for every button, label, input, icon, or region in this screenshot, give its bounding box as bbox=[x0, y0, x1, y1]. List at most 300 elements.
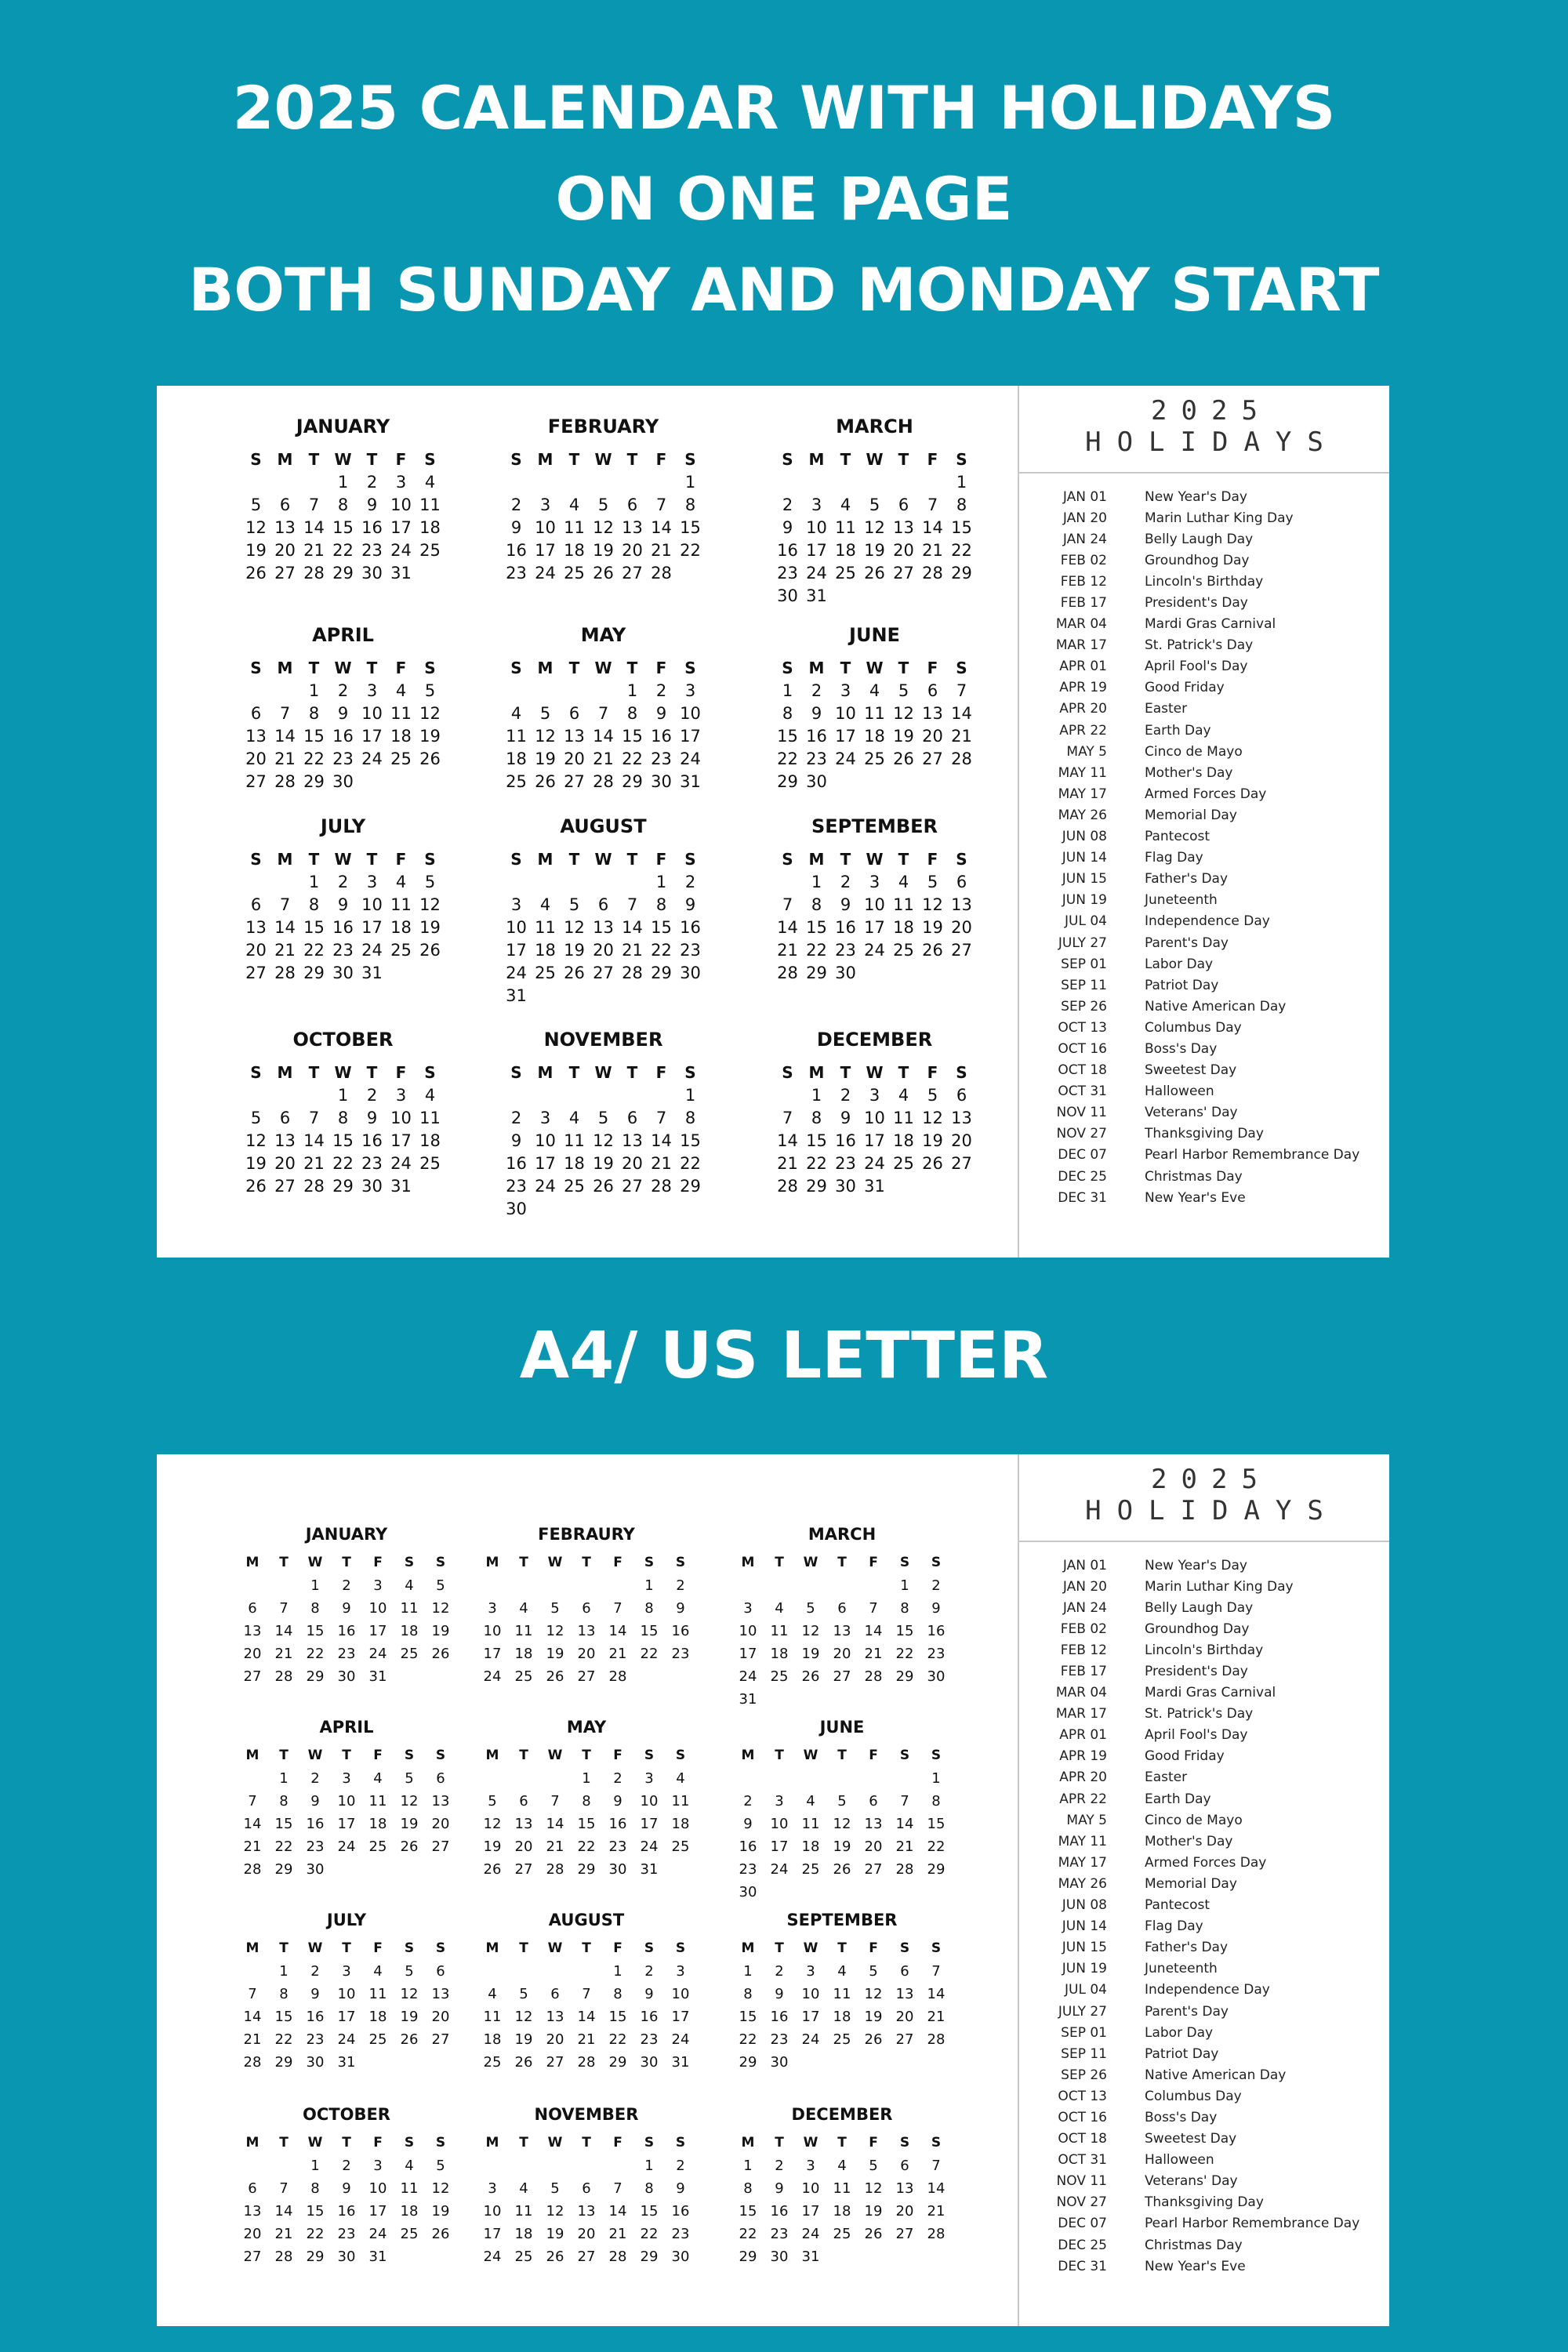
day-cell: 19 bbox=[593, 1154, 614, 1173]
holiday-name: Boss's Day bbox=[1145, 1040, 1218, 1057]
month-march bbox=[773, 416, 976, 608]
holiday-name: Independence Day bbox=[1145, 1982, 1270, 1998]
month-title: JULY bbox=[326, 1911, 367, 1929]
day-cell: 31 bbox=[390, 564, 412, 583]
day-cell: 18 bbox=[864, 727, 885, 746]
day-cell: 26 bbox=[483, 1861, 502, 1878]
day-cell: 5 bbox=[837, 1793, 847, 1809]
day-cell: 21 bbox=[274, 1646, 293, 1662]
empty-cell bbox=[268, 2154, 299, 2177]
holiday-name: Flag Day bbox=[1145, 1918, 1203, 1935]
day-cell: 18 bbox=[400, 2203, 419, 2220]
weekday-header: T bbox=[898, 850, 909, 869]
day-cell: 11 bbox=[368, 1986, 387, 2002]
day-cell: 3 bbox=[373, 2158, 383, 2174]
empty-cell bbox=[531, 471, 560, 494]
holiday-row bbox=[1019, 1809, 1389, 1831]
empty-cell bbox=[831, 471, 860, 494]
day-cell: 4 bbox=[395, 873, 407, 891]
day-cell: 22 bbox=[651, 941, 672, 960]
day-cell: 29 bbox=[622, 772, 643, 791]
weekday-header: T bbox=[568, 1063, 580, 1082]
empty-cell bbox=[826, 1767, 858, 1790]
weekday-header: M bbox=[277, 850, 293, 869]
holidays-list bbox=[1019, 1555, 1389, 2277]
day-cell: 7 bbox=[655, 1109, 667, 1127]
empty-cell bbox=[502, 471, 531, 494]
day-cell: 29 bbox=[306, 1668, 325, 1685]
month-may bbox=[477, 1718, 696, 1881]
holiday-date: OCT 16 bbox=[1058, 2109, 1107, 2125]
day-cell: 15 bbox=[651, 918, 672, 937]
day-cell: 26 bbox=[864, 2031, 883, 2048]
day-cell: 15 bbox=[332, 518, 354, 537]
day-cell: 20 bbox=[564, 750, 585, 768]
holiday-date: OCT 18 bbox=[1058, 2131, 1107, 2147]
day-cell: 27 bbox=[622, 1177, 643, 1196]
day-cell: 23 bbox=[506, 564, 527, 583]
weekday-header: W bbox=[547, 1555, 563, 1570]
weekday-header: S bbox=[404, 2135, 415, 2151]
day-cell: 20 bbox=[864, 1838, 883, 1855]
day-cell: 9 bbox=[366, 495, 378, 514]
day-cell: 16 bbox=[337, 2203, 356, 2220]
month-grid bbox=[502, 848, 705, 1007]
day-cell: 20 bbox=[431, 1816, 450, 1832]
holiday-date: NOV 27 bbox=[1056, 2194, 1107, 2211]
day-cell: 26 bbox=[245, 564, 267, 583]
holiday-name: Columbus Day bbox=[1145, 2088, 1242, 2104]
day-cell: 24 bbox=[337, 2031, 356, 2048]
month-title: FEBRUARY bbox=[547, 416, 659, 437]
month-title: OCTOBER bbox=[292, 1029, 394, 1051]
day-cell: 2 bbox=[310, 1770, 320, 1787]
holiday-name: Mardi Gras Carnival bbox=[1145, 616, 1276, 633]
day-cell: 7 bbox=[956, 681, 967, 700]
day-cell: 24 bbox=[535, 1177, 556, 1196]
day-cell: 27 bbox=[922, 750, 943, 768]
day-cell: 25 bbox=[368, 1838, 387, 1855]
month-grid bbox=[477, 1552, 696, 1688]
day-cell: 2 bbox=[337, 681, 349, 700]
day-cell: 16 bbox=[777, 541, 798, 560]
holiday-row bbox=[1019, 804, 1389, 826]
day-cell: 22 bbox=[640, 1646, 659, 1662]
day-cell: 24 bbox=[806, 564, 827, 583]
day-cell: 5 bbox=[597, 495, 609, 514]
day-cell: 22 bbox=[640, 2226, 659, 2242]
month-title: MARCH bbox=[808, 1525, 877, 1544]
day-cell: 20 bbox=[577, 1646, 596, 1662]
day-cell: 14 bbox=[608, 1623, 627, 1639]
holiday-date: MAY 5 bbox=[1066, 743, 1107, 760]
day-cell: 3 bbox=[539, 495, 551, 514]
day-cell: 13 bbox=[431, 1986, 450, 2002]
weekday-header: M bbox=[277, 659, 293, 677]
empty-cell bbox=[539, 1767, 571, 1790]
empty-cell bbox=[571, 2154, 602, 2177]
holiday-row bbox=[1019, 1704, 1389, 1725]
weekday-header: F bbox=[655, 450, 667, 469]
day-cell: 29 bbox=[306, 2249, 325, 2265]
day-cell: 19 bbox=[400, 2009, 419, 2025]
day-cell: 4 bbox=[676, 1770, 685, 1787]
day-cell: 4 bbox=[568, 495, 580, 514]
holiday-date: DEC 31 bbox=[1058, 2258, 1107, 2274]
day-cell: 5 bbox=[898, 681, 909, 700]
weekday-header: T bbox=[308, 850, 320, 869]
holiday-row bbox=[1019, 1166, 1389, 1187]
day-cell: 12 bbox=[593, 1131, 614, 1150]
day-cell: 8 bbox=[684, 1109, 696, 1127]
day-cell: 21 bbox=[777, 941, 798, 960]
holiday-row bbox=[1019, 932, 1389, 953]
weekday-header: S bbox=[931, 1940, 942, 1956]
weekday-header: S bbox=[435, 1748, 446, 1763]
holiday-date: JAN 01 bbox=[1062, 1557, 1107, 1573]
day-cell: 10 bbox=[390, 1109, 412, 1127]
day-cell: 28 bbox=[243, 2054, 262, 2071]
day-cell: 24 bbox=[390, 541, 412, 560]
day-cell: 9 bbox=[676, 1600, 685, 1617]
day-cell: 10 bbox=[483, 2203, 502, 2220]
day-cell: 28 bbox=[922, 564, 943, 583]
holiday-date: FEB 02 bbox=[1060, 552, 1107, 568]
day-cell: 23 bbox=[671, 1646, 690, 1662]
day-cell: 11 bbox=[514, 1623, 533, 1639]
weekday-header: M bbox=[741, 1555, 755, 1570]
day-cell: 12 bbox=[833, 1816, 851, 1832]
weekday-header: F bbox=[373, 1940, 383, 1956]
holiday-name: Mardi Gras Carnival bbox=[1145, 1685, 1276, 1701]
holiday-name: Halloween bbox=[1145, 1083, 1214, 1100]
day-cell: 21 bbox=[651, 1154, 672, 1173]
weekday-header: S bbox=[424, 850, 436, 869]
weekday-header: T bbox=[837, 1555, 847, 1570]
day-cell: 9 bbox=[684, 895, 696, 914]
weekday-header: S bbox=[675, 1748, 686, 1763]
day-cell: 21 bbox=[274, 941, 296, 960]
weekday-header: T bbox=[342, 1748, 351, 1763]
day-cell: 13 bbox=[274, 1131, 296, 1150]
day-cell: 24 bbox=[864, 1154, 885, 1173]
month-january bbox=[237, 1525, 456, 1688]
day-cell: 8 bbox=[644, 2180, 654, 2197]
day-cell: 15 bbox=[951, 518, 972, 537]
weekday-header: W bbox=[334, 450, 352, 469]
day-cell: 6 bbox=[956, 873, 967, 891]
empty-cell bbox=[618, 871, 647, 894]
day-cell: 23 bbox=[651, 750, 672, 768]
month-grid bbox=[241, 848, 445, 985]
day-cell: 2 bbox=[342, 1577, 351, 1594]
month-title: JANUARY bbox=[305, 1525, 388, 1544]
day-cell: 28 bbox=[577, 2054, 596, 2071]
day-cell: 3 bbox=[366, 873, 378, 891]
month-november bbox=[477, 2105, 696, 2268]
day-cell: 29 bbox=[332, 564, 354, 583]
day-cell: 11 bbox=[419, 495, 441, 514]
empty-cell bbox=[795, 1574, 826, 1597]
day-cell: 23 bbox=[835, 941, 856, 960]
day-cell: 30 bbox=[306, 1861, 325, 1878]
day-cell: 13 bbox=[864, 1816, 883, 1832]
day-cell: 17 bbox=[506, 941, 527, 960]
holiday-row bbox=[1019, 592, 1389, 613]
weekday-header: T bbox=[582, 1940, 591, 1956]
day-cell: 5 bbox=[436, 1577, 445, 1594]
weekday-header: S bbox=[782, 450, 793, 469]
day-cell: 20 bbox=[922, 727, 943, 746]
day-cell: 8 bbox=[782, 704, 793, 723]
holiday-row bbox=[1019, 911, 1389, 932]
weekday-header: M bbox=[537, 659, 554, 677]
holiday-row bbox=[1019, 1639, 1389, 1661]
day-cell: 29 bbox=[274, 2054, 293, 2071]
day-cell: 19 bbox=[593, 541, 614, 560]
day-cell: 17 bbox=[390, 1131, 412, 1150]
month-grid bbox=[477, 2132, 696, 2268]
weekday-header: S bbox=[956, 450, 967, 469]
empty-cell bbox=[241, 871, 270, 894]
weekday-header: S bbox=[250, 850, 262, 869]
weekday-header: S bbox=[675, 1940, 686, 1956]
day-cell: 1 bbox=[644, 2158, 654, 2174]
day-cell: 4 bbox=[869, 681, 880, 700]
holiday-name: Lincoln's Birthday bbox=[1145, 1642, 1264, 1658]
day-cell: 7 bbox=[869, 1600, 878, 1617]
month-title: JUNE bbox=[819, 1718, 865, 1737]
day-cell: 10 bbox=[864, 1109, 885, 1127]
day-cell: 25 bbox=[893, 1154, 914, 1173]
weekday-header: W bbox=[866, 1063, 884, 1082]
day-cell: 5 bbox=[539, 704, 551, 723]
day-cell: 22 bbox=[306, 1646, 325, 1662]
day-cell: 6 bbox=[837, 1600, 847, 1617]
day-cell: 21 bbox=[922, 541, 943, 560]
day-cell: 27 bbox=[833, 1668, 851, 1685]
holiday-date: MAY 17 bbox=[1058, 786, 1107, 802]
day-cell: 1 bbox=[337, 473, 349, 492]
day-cell: 3 bbox=[806, 2158, 815, 2174]
day-cell: 6 bbox=[582, 1600, 591, 1617]
day-cell: 9 bbox=[510, 1131, 522, 1150]
day-cell: 30 bbox=[332, 772, 354, 791]
day-cell: 8 bbox=[310, 1600, 320, 1617]
day-cell: 2 bbox=[510, 495, 522, 514]
day-cell: 4 bbox=[539, 895, 551, 914]
day-cell: 16 bbox=[361, 518, 383, 537]
day-cell: 10 bbox=[483, 1623, 502, 1639]
day-cell: 24 bbox=[368, 2226, 387, 2242]
month-august bbox=[477, 1911, 696, 2074]
weekday-header: W bbox=[307, 1940, 323, 1956]
day-cell: 7 bbox=[308, 1109, 320, 1127]
month-title: JANUARY bbox=[296, 416, 390, 437]
holiday-date: SEP 01 bbox=[1061, 2024, 1107, 2041]
month-may bbox=[502, 624, 705, 793]
empty-cell bbox=[571, 1960, 602, 1983]
weekday-header: T bbox=[519, 1748, 528, 1763]
day-cell: 22 bbox=[680, 541, 701, 560]
day-cell: 13 bbox=[593, 918, 614, 937]
holiday-date: DEC 31 bbox=[1058, 1189, 1107, 1206]
day-cell: 15 bbox=[739, 2009, 757, 2025]
day-cell: 11 bbox=[671, 1793, 690, 1809]
day-cell: 31 bbox=[806, 586, 827, 605]
day-cell: 14 bbox=[274, 918, 296, 937]
month-title: JULY bbox=[320, 815, 366, 837]
weekday-header: S bbox=[899, 2135, 910, 2151]
day-cell: 29 bbox=[332, 1177, 354, 1196]
day-cell: 11 bbox=[893, 1109, 914, 1127]
day-cell: 26 bbox=[864, 564, 885, 583]
holiday-row bbox=[1019, 677, 1389, 699]
day-cell: 12 bbox=[431, 1600, 450, 1617]
weekday-header: S bbox=[435, 1555, 446, 1570]
format-subtitle: A4/ US LETTER bbox=[519, 1319, 1049, 1393]
day-cell: 20 bbox=[577, 2226, 596, 2242]
day-cell: 10 bbox=[770, 1816, 789, 1832]
day-cell: 9 bbox=[676, 2180, 685, 2197]
month-october bbox=[241, 1029, 445, 1198]
day-cell: 27 bbox=[893, 564, 914, 583]
day-cell: 10 bbox=[506, 918, 527, 937]
holiday-name: Groundhog Day bbox=[1145, 1621, 1250, 1637]
weekday-header: F bbox=[927, 450, 938, 469]
weekday-header: F bbox=[869, 1940, 878, 1956]
day-cell: 25 bbox=[400, 1646, 419, 1662]
holiday-name: Christmas Day bbox=[1145, 1168, 1243, 1185]
day-cell: 17 bbox=[801, 2009, 820, 2025]
holiday-name: Good Friday bbox=[1145, 1748, 1225, 1765]
weekday-header: S bbox=[510, 659, 522, 677]
day-cell: 26 bbox=[419, 750, 441, 768]
holiday-date: MAY 5 bbox=[1066, 1812, 1107, 1828]
day-cell: 14 bbox=[951, 704, 972, 723]
day-cell: 7 bbox=[597, 704, 609, 723]
day-cell: 2 bbox=[310, 1963, 320, 1980]
day-cell: 9 bbox=[510, 518, 522, 537]
month-grid bbox=[237, 1744, 456, 1881]
day-cell: 10 bbox=[361, 704, 383, 723]
weekday-header: W bbox=[307, 2135, 323, 2151]
day-cell: 14 bbox=[927, 2180, 946, 2197]
weekday-header: S bbox=[250, 450, 262, 469]
holiday-name: Parent's Day bbox=[1145, 2003, 1229, 2020]
day-cell: 14 bbox=[922, 518, 943, 537]
day-cell: 10 bbox=[835, 704, 856, 723]
day-cell: 29 bbox=[806, 1177, 827, 1196]
day-cell: 13 bbox=[622, 518, 643, 537]
holiday-row bbox=[1019, 1123, 1389, 1145]
day-cell: 15 bbox=[608, 2009, 627, 2025]
day-cell: 11 bbox=[864, 704, 885, 723]
weekday-header: T bbox=[519, 2135, 528, 2151]
day-cell: 12 bbox=[864, 518, 885, 537]
empty-cell bbox=[773, 1084, 802, 1107]
day-cell: 27 bbox=[622, 564, 643, 583]
month-june bbox=[773, 624, 976, 793]
weekday-header: S bbox=[424, 450, 436, 469]
holiday-date: JUN 14 bbox=[1062, 1918, 1107, 1935]
day-cell: 28 bbox=[303, 1177, 325, 1196]
weekday-header: W bbox=[866, 659, 884, 677]
day-cell: 18 bbox=[564, 541, 585, 560]
empty-cell bbox=[732, 1574, 764, 1597]
weekday-header: M bbox=[485, 1940, 499, 1956]
day-cell: 21 bbox=[593, 750, 614, 768]
weekday-header: F bbox=[613, 1555, 622, 1570]
holiday-row bbox=[1019, 848, 1389, 869]
weekday-header: W bbox=[547, 2135, 563, 2151]
sunday-start-calendar-panel bbox=[157, 386, 1389, 1258]
day-cell: 23 bbox=[770, 2031, 789, 2048]
day-cell: 18 bbox=[833, 2203, 851, 2220]
day-cell: 10 bbox=[337, 1986, 356, 2002]
holiday-name: Boss's Day bbox=[1145, 2109, 1218, 2125]
holiday-date: MAY 26 bbox=[1058, 1875, 1107, 1892]
holiday-name: Pearl Harbor Remembrance Day bbox=[1145, 2216, 1360, 2232]
day-cell: 16 bbox=[770, 2009, 789, 2025]
holiday-row bbox=[1019, 2150, 1389, 2171]
day-cell: 8 bbox=[626, 704, 638, 723]
weekday-header: S bbox=[931, 2135, 942, 2151]
day-cell: 3 bbox=[395, 1086, 407, 1105]
day-cell: 18 bbox=[833, 2009, 851, 2025]
day-cell: 7 bbox=[655, 495, 667, 514]
day-cell: 3 bbox=[684, 681, 696, 700]
day-cell: 19 bbox=[833, 1838, 851, 1855]
holidays-year: 2025 bbox=[1151, 395, 1272, 426]
day-cell: 4 bbox=[424, 473, 436, 492]
day-cell: 17 bbox=[361, 727, 383, 746]
day-cell: 24 bbox=[864, 941, 885, 960]
day-cell: 1 bbox=[782, 681, 793, 700]
day-cell: 2 bbox=[676, 1577, 685, 1594]
day-cell: 11 bbox=[893, 895, 914, 914]
weekday-header: S bbox=[956, 1063, 967, 1082]
day-cell: 9 bbox=[655, 704, 667, 723]
day-cell: 30 bbox=[332, 964, 354, 982]
holiday-name: New Year's Eve bbox=[1145, 1189, 1246, 1206]
weekday-header: T bbox=[279, 1748, 289, 1763]
day-cell: 26 bbox=[546, 1668, 564, 1685]
empty-cell bbox=[508, 1960, 539, 1983]
month-december bbox=[773, 1029, 976, 1198]
day-cell: 29 bbox=[303, 772, 325, 791]
day-cell: 8 bbox=[931, 1793, 941, 1809]
month-title: APRIL bbox=[312, 624, 374, 646]
day-cell: 25 bbox=[864, 750, 885, 768]
weekday-header: T bbox=[626, 450, 638, 469]
day-cell: 22 bbox=[303, 941, 325, 960]
day-cell: 4 bbox=[405, 1577, 414, 1594]
day-cell: 16 bbox=[506, 541, 527, 560]
month-title: DECEMBER bbox=[816, 1029, 933, 1051]
day-cell: 23 bbox=[332, 750, 354, 768]
weekday-header: M bbox=[808, 450, 825, 469]
empty-cell bbox=[477, 1574, 508, 1597]
day-cell: 20 bbox=[431, 2009, 450, 2025]
holiday-date: DEC 25 bbox=[1058, 2237, 1107, 2253]
day-cell: 18 bbox=[564, 1154, 585, 1173]
weekday-header: M bbox=[741, 1940, 755, 1956]
weekday-header: S bbox=[684, 659, 696, 677]
day-cell: 15 bbox=[303, 918, 325, 937]
day-cell: 2 bbox=[743, 1793, 753, 1809]
day-cell: 20 bbox=[893, 541, 914, 560]
